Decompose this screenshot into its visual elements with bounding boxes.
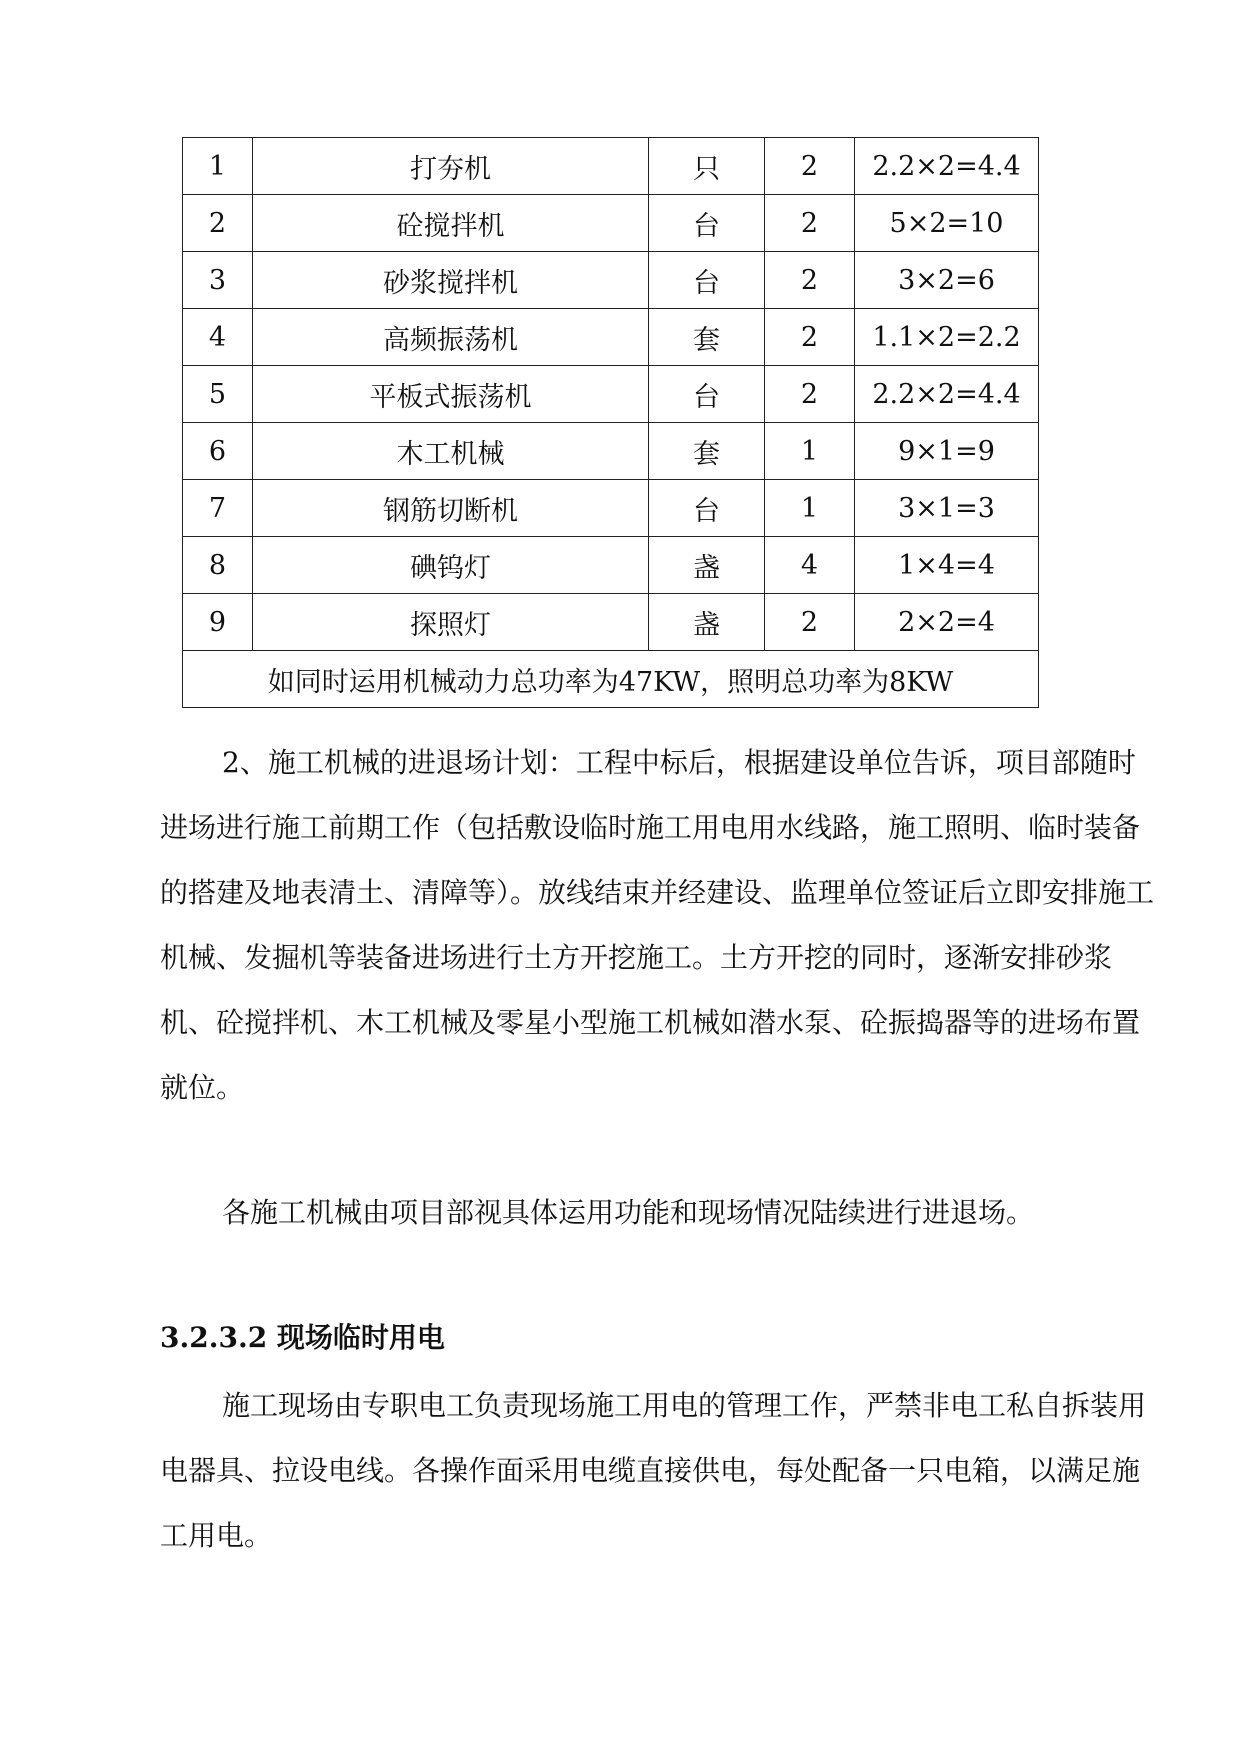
cell-name: 砂浆搅拌机 (253, 252, 649, 309)
cell-name: 打夯机 (253, 138, 649, 195)
equipment-table (182, 137, 1039, 708)
cell-qty: 4 (765, 537, 855, 594)
cell-power: 9×1=9 (855, 423, 1039, 480)
table-summary: 如同时运用机械动力总功率为47KW，照明总功率为8KW (183, 651, 1039, 708)
cell-power: 2.2×2=4.4 (855, 366, 1039, 423)
phased-paragraph (160, 1180, 1160, 1245)
phased-text: 各施工机械由项目部视具体运用功能和现场情况陆续进行进退场。 (222, 1196, 1035, 1229)
cell-qty: 2 (765, 195, 855, 252)
cell-no: 4 (183, 309, 253, 366)
schedule-paragraph (160, 730, 1160, 1120)
table-row (183, 138, 1039, 195)
cell-qty: 1 (765, 423, 855, 480)
cell-no: 9 (183, 594, 253, 651)
cell-qty: 2 (765, 594, 855, 651)
table-row (183, 480, 1039, 537)
cell-power: 3×1=3 (855, 480, 1039, 537)
cell-no: 1 (183, 138, 253, 195)
schedule-text: 2、施工机械的进退场计划：工程中标后，根据建设单位告诉，项目部随时进场进行施工前期工作（包括敷设临时施工用电用水线路，施工照明、临时装备的搭建及地表清土、清障等）。放线结束并经建设、监理单位签证后立即安排施工机械、发掘机等装备进场进行土方开挖施工。土方开挖的同时，逐渐安排砂浆机、砼搅拌机、木工机械及零星小型施工机械如潜水泵、砼振捣器等的进场布置就位。 (160, 746, 1155, 1104)
electric-text: 施工现场由专职电工负责现场施工用电的管理工作，严禁非电工私自拆装用电器具、拉设电线。各操作面采用电缆直接供电，每处配备一只电箱，以满足施工用电。 (160, 1389, 1147, 1552)
cell-name: 砼搅拌机 (253, 195, 649, 252)
cell-unit: 套 (649, 309, 765, 366)
cell-unit: 只 (649, 138, 765, 195)
cell-unit: 盏 (649, 537, 765, 594)
table-row (183, 309, 1039, 366)
cell-no: 5 (183, 366, 253, 423)
cell-unit: 台 (649, 366, 765, 423)
electric-paragraph (160, 1373, 1160, 1568)
section-heading: 3.2.3.2 现场临时用电 (160, 1321, 445, 1354)
table-row (183, 366, 1039, 423)
cell-unit: 台 (649, 195, 765, 252)
cell-qty: 2 (765, 366, 855, 423)
cell-power: 3×2=6 (855, 252, 1039, 309)
cell-name: 碘钨灯 (253, 537, 649, 594)
cell-unit: 套 (649, 423, 765, 480)
cell-name: 高频振荡机 (253, 309, 649, 366)
cell-power: 2×2=4 (855, 594, 1039, 651)
cell-power: 2.2×2=4.4 (855, 138, 1039, 195)
cell-qty: 2 (765, 309, 855, 366)
cell-name: 木工机械 (253, 423, 649, 480)
cell-power: 5×2=10 (855, 195, 1039, 252)
cell-power: 1.1×2=2.2 (855, 309, 1039, 366)
cell-name: 钢筋切断机 (253, 480, 649, 537)
cell-name: 平板式振荡机 (253, 366, 649, 423)
table-row (183, 195, 1039, 252)
cell-no: 3 (183, 252, 253, 309)
cell-no: 8 (183, 537, 253, 594)
cell-name: 探照灯 (253, 594, 649, 651)
cell-no: 6 (183, 423, 253, 480)
cell-unit: 盏 (649, 594, 765, 651)
cell-no: 7 (183, 480, 253, 537)
cell-power: 1×4=4 (855, 537, 1039, 594)
cell-unit: 台 (649, 480, 765, 537)
table-summary-row (183, 651, 1039, 708)
cell-no: 2 (183, 195, 253, 252)
cell-unit: 台 (649, 252, 765, 309)
table-row (183, 423, 1039, 480)
table-row (183, 594, 1039, 651)
table-row (183, 537, 1039, 594)
table-row (183, 252, 1039, 309)
cell-qty: 2 (765, 138, 855, 195)
cell-qty: 1 (765, 480, 855, 537)
cell-qty: 2 (765, 252, 855, 309)
